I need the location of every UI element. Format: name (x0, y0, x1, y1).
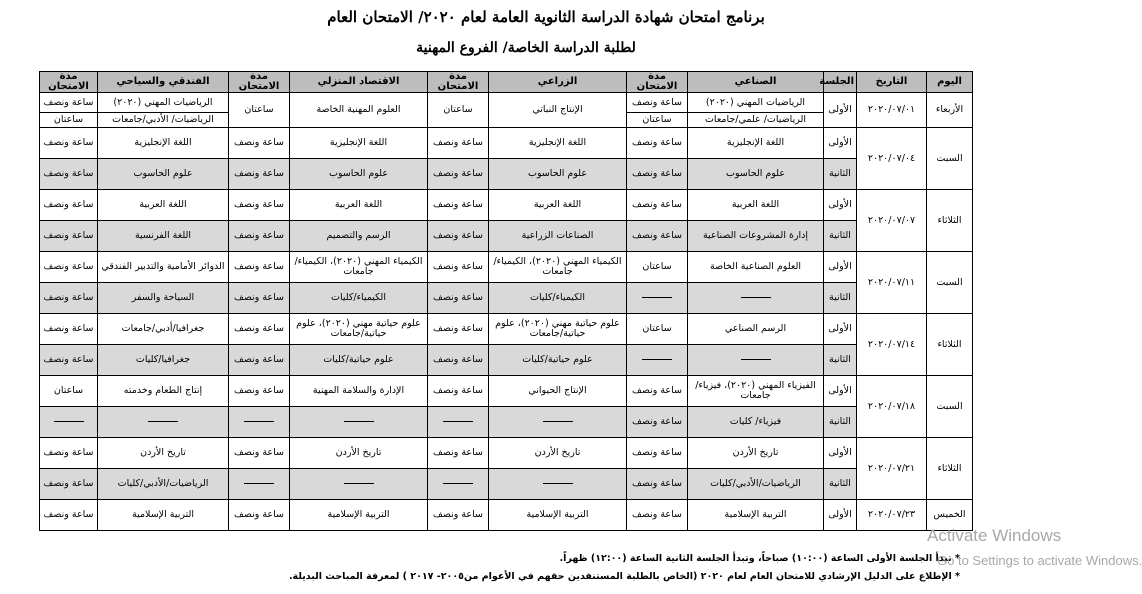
duration-cell: ساعة ونصف (428, 314, 489, 345)
duration-cell: ساعة ونصف (428, 159, 489, 190)
duration-cell: ساعة ونصف (40, 500, 98, 531)
duration-cell: ساعتان (229, 93, 290, 128)
duration-cell: ساعة ونصف (428, 128, 489, 159)
subject-cell: تاريخ الأردن (290, 438, 428, 469)
table-row (40, 221, 973, 252)
dash-mark (54, 421, 84, 422)
header-duration: مدة الامتحان (40, 72, 98, 93)
subject-cell: علوم الحاسوب (98, 159, 229, 190)
day-cell: الثلاثاء (927, 190, 973, 252)
subject-cell: الرياضيات/الأدبي/كليات (688, 469, 824, 500)
day-cell: السبت (927, 376, 973, 438)
subject-cell: الرياضيات المهني (٢٠٢٠) (98, 93, 229, 113)
table-row (40, 159, 973, 190)
empty-cell (627, 345, 688, 376)
duration-cell: ساعة ونصف (229, 221, 290, 252)
duration-cell: ساعة ونصف (627, 128, 688, 159)
subject-cell: الكيمياء/كليات (489, 283, 627, 314)
dash-mark (344, 421, 374, 422)
duration-cell: ساعة ونصف (428, 190, 489, 221)
duration-cell: ساعة ونصف (229, 345, 290, 376)
duration-cell: ساعة ونصف (40, 469, 98, 500)
subject-cell: اللغة الإنجليزية (290, 128, 428, 159)
duration-cell: ساعة ونصف (428, 438, 489, 469)
empty-cell (229, 469, 290, 500)
dash-mark (642, 297, 672, 298)
header-duration: مدة الامتحان (229, 72, 290, 93)
duration-cell: ساعة ونصف (627, 376, 688, 407)
dash-mark (443, 483, 473, 484)
subject-cell: الإدارة والسلامة المهنية (290, 376, 428, 407)
duration-cell: ساعة ونصف (40, 190, 98, 221)
duration-cell: ساعة ونصف (229, 190, 290, 221)
subject-cell: علوم حياتية مهني (٢٠٢٠)، علوم حياتية/جامعات (489, 314, 627, 345)
activate-windows-watermark: Activate Windows (927, 526, 1062, 545)
duration-cell: ساعة ونصف (40, 438, 98, 469)
duration-cell: ساعة ونصف (229, 500, 290, 531)
duration-cell: ساعة ونصف (428, 345, 489, 376)
duration-cell: ساعة ونصف (40, 283, 98, 314)
table-row (40, 283, 973, 314)
subject-cell: اللغة الإنجليزية (98, 128, 229, 159)
empty-cell (489, 469, 627, 500)
duration-cell: ساعة ونصف (229, 438, 290, 469)
subject-cell: تاريخ الأردن (489, 438, 627, 469)
subject-cell: جغرافيا/أدبي/جامعات (98, 314, 229, 345)
empty-cell (98, 407, 229, 438)
duration-cell: ساعة ونصف (40, 345, 98, 376)
date-cell: ٢٠٢٠/٠٧/١٨ (857, 376, 927, 438)
date-cell: ٢٠٢٠/٠٧/١٤ (857, 314, 927, 376)
subject-cell: اللغة الإنجليزية (688, 128, 824, 159)
subject-cell: التربية الإسلامية (688, 500, 824, 531)
table-row (40, 190, 973, 221)
session-cell: الثانية (824, 345, 857, 376)
table-row (40, 500, 973, 531)
empty-cell (688, 345, 824, 376)
duration-cell: ساعة ونصف (627, 190, 688, 221)
table-row (40, 376, 973, 407)
duration-cell: ساعة ونصف (627, 159, 688, 190)
subject-cell: اللغة الفرنسية (98, 221, 229, 252)
table-row (40, 469, 973, 500)
subject-cell: اللغة العربية (688, 190, 824, 221)
table-row (40, 93, 973, 113)
session-cell: الأولى (824, 190, 857, 221)
empty-cell (428, 469, 489, 500)
duration-cell: ساعة ونصف (428, 221, 489, 252)
header-duration: مدة الامتحان (627, 72, 688, 93)
session-cell: الثانية (824, 159, 857, 190)
subject-cell: الرياضيات/ الأدبي/جامعات (98, 113, 229, 128)
empty-cell (428, 407, 489, 438)
subject-cell: الكيمياء المهني (٢٠٢٠)، الكيمياء/جامعات (489, 252, 627, 283)
duration-cell: ساعة ونصف (627, 469, 688, 500)
session-cell: الأولى (824, 438, 857, 469)
day-cell: السبت (927, 128, 973, 190)
subject-cell: الكيمياء المهني (٢٠٢٠)، الكيمياء/جامعات (290, 252, 428, 283)
note-guide: * الإطلاع على الدليل الإرشادي للامتحان العام لعام ٢٠٢٠ (الخاص بالطلبة المستنفدين حقهم في الأعوام من٢٠٠٥- ٢٠١٧ ) لمعرفة المباحث البديلة. (288, 571, 960, 582)
subject-cell: علوم حياتية/كليات (489, 345, 627, 376)
session-cell: الثانية (824, 469, 857, 500)
duration-cell: ساعتان (428, 93, 489, 128)
session-cell: الأولى (824, 93, 857, 128)
subject-cell: الرياضيات/ علمي/جامعات (688, 113, 824, 128)
duration-cell: ساعة ونصف (428, 500, 489, 531)
session-cell: الأولى (824, 252, 857, 283)
header-row (40, 72, 973, 93)
duration-cell: ساعة ونصف (627, 438, 688, 469)
header-industrial: الصناعي (688, 72, 824, 93)
duration-cell: ساعة ونصف (229, 283, 290, 314)
subject-cell: فيزياء/ كليات (688, 407, 824, 438)
subject-cell: السياحة والسفر (98, 283, 229, 314)
subject-cell: علوم حياتية مهني (٢٠٢٠)، علوم حياتية/جامعات (290, 314, 428, 345)
duration-cell: ساعتان (40, 376, 98, 407)
header-duration: مدة الامتحان (428, 72, 489, 93)
duration-cell: ساعة ونصف (428, 376, 489, 407)
activate-windows-hint: Go to Settings to activate Windows. (937, 553, 1142, 568)
duration-cell: ساعة ونصف (229, 128, 290, 159)
subject-cell: الدوائر الأمامية والتدبير الفندقي (98, 252, 229, 283)
dash-mark (543, 421, 573, 422)
empty-cell (290, 469, 428, 500)
subject-cell: إدارة المشروعات الصناعية (688, 221, 824, 252)
subject-cell: اللغة الإنجليزية (489, 128, 627, 159)
duration-cell: ساعة ونصف (229, 376, 290, 407)
date-cell: ٢٠٢٠/٠٧/١١ (857, 252, 927, 314)
date-cell: ٢٠٢٠/٠٧/٢٣ (857, 500, 927, 531)
duration-cell: ساعة ونصف (627, 221, 688, 252)
empty-cell (290, 407, 428, 438)
dash-mark (148, 421, 178, 422)
duration-cell: ساعة ونصف (40, 314, 98, 345)
header-agricultural: الزراعي (489, 72, 627, 93)
subject-cell: اللغة العربية (290, 190, 428, 221)
subject-cell: تاريخ الأردن (688, 438, 824, 469)
empty-cell (229, 407, 290, 438)
day-cell: الأربعاء (927, 93, 973, 128)
subject-cell: اللغة العربية (98, 190, 229, 221)
table-row (40, 128, 973, 159)
duration-cell: ساعة ونصف (627, 93, 688, 113)
session-cell: الثانية (824, 283, 857, 314)
subject-cell: الرياضيات المهني (٢٠٢٠) (688, 93, 824, 113)
subject-cell: الإنتاج الحيواني (489, 376, 627, 407)
subject-cell: تاريخ الأردن (98, 438, 229, 469)
dash-mark (244, 483, 274, 484)
subject-cell: العلوم المهنية الخاصة (290, 93, 428, 128)
duration-cell: ساعة ونصف (229, 252, 290, 283)
subject-cell: العلوم الصناعية الخاصة (688, 252, 824, 283)
duration-cell: ساعة ونصف (627, 407, 688, 438)
session-cell: الأولى (824, 376, 857, 407)
duration-cell: ساعة ونصف (40, 93, 98, 113)
subject-cell: الرسم الصناعي (688, 314, 824, 345)
dash-mark (244, 421, 274, 422)
subject-cell: علوم حياتية/كليات (290, 345, 428, 376)
subject-cell: اللغة العربية (489, 190, 627, 221)
subject-cell: التربية الإسلامية (98, 500, 229, 531)
header-hotel: الفندقي والسياحي (98, 72, 229, 93)
table-row (40, 345, 973, 376)
day-cell: الثلاثاء (927, 438, 973, 500)
session-cell: الثانية (824, 221, 857, 252)
header-day: اليوم (927, 72, 973, 93)
empty-cell (489, 407, 627, 438)
dash-mark (741, 297, 771, 298)
duration-cell: ساعة ونصف (428, 252, 489, 283)
header-session: الجلسة (824, 72, 857, 93)
duration-cell: ساعة ونصف (40, 252, 98, 283)
dash-mark (741, 359, 771, 360)
duration-cell: ساعة ونصف (428, 283, 489, 314)
header-home-economics: الاقتصاد المنزلي (290, 72, 428, 93)
empty-cell (627, 283, 688, 314)
table-row (40, 252, 973, 283)
dash-mark (443, 421, 473, 422)
subject-cell: الإنتاج النباتي (489, 93, 627, 128)
subject-cell: جغرافيا/كليات (98, 345, 229, 376)
subject-cell: الصناعات الزراعية (489, 221, 627, 252)
dash-mark (543, 483, 573, 484)
table-row (40, 438, 973, 469)
table-row (40, 407, 973, 438)
subject-cell: إنتاج الطعام وخدمته (98, 376, 229, 407)
session-cell: الأولى (824, 314, 857, 345)
duration-cell: ساعة ونصف (229, 314, 290, 345)
subject-cell: علوم الحاسوب (489, 159, 627, 190)
subject-cell: الرسم والتصميم (290, 221, 428, 252)
subject-cell: علوم الحاسوب (688, 159, 824, 190)
subject-cell: الرياضيات/الأدبي/كليات (98, 469, 229, 500)
schedule-title: برنامج امتحان شهادة الدراسة الثانوية العامة لعام ٢٠٢٠/ الامتحان العام (327, 8, 765, 26)
session-cell: الأولى (824, 128, 857, 159)
session-cell: الأولى (824, 500, 857, 531)
duration-cell: ساعة ونصف (40, 159, 98, 190)
subject-cell: التربية الإسلامية (489, 500, 627, 531)
subject-cell: علوم الحاسوب (290, 159, 428, 190)
date-cell: ٢٠٢٠/٠٧/٠١ (857, 93, 927, 128)
session-cell: الثانية (824, 407, 857, 438)
dash-mark (344, 483, 374, 484)
schedule-subtitle: لطلبة الدراسة الخاصة/ الفروع المهنية (416, 40, 636, 56)
duration-cell: ساعتان (627, 252, 688, 283)
duration-cell: ساعتان (40, 113, 98, 128)
exam-schedule-table (39, 71, 973, 531)
subject-cell: الفيزياء المهني (٢٠٢٠)، فيزياء/ جامعات (688, 376, 824, 407)
day-cell: السبت (927, 252, 973, 314)
header-date: التاريخ (857, 72, 927, 93)
duration-cell: ساعتان (627, 314, 688, 345)
duration-cell: ساعة ونصف (40, 128, 98, 159)
note-session-times: * تبدأ الجلسة الأولى الساعة (١٠:٠٠) صباحاً، وتبدأ الجلسة الثانية الساعة (١٢:٠٠) ظهراً. (559, 553, 960, 564)
subject-cell: الكيمياء/كليات (290, 283, 428, 314)
duration-cell: ساعة ونصف (627, 500, 688, 531)
date-cell: ٢٠٢٠/٠٧/٠٧ (857, 190, 927, 252)
duration-cell: ساعة ونصف (229, 159, 290, 190)
day-cell: الثلاثاء (927, 314, 973, 376)
duration-cell: ساعة ونصف (40, 221, 98, 252)
table-row (40, 314, 973, 345)
subject-cell: التربية الإسلامية (290, 500, 428, 531)
empty-cell (688, 283, 824, 314)
day-cell: الخميس (927, 500, 973, 531)
date-cell: ٢٠٢٠/٠٧/٠٤ (857, 128, 927, 190)
dash-mark (642, 359, 672, 360)
date-cell: ٢٠٢٠/٠٧/٢١ (857, 438, 927, 500)
empty-cell (40, 407, 98, 438)
duration-cell: ساعتان (627, 113, 688, 128)
